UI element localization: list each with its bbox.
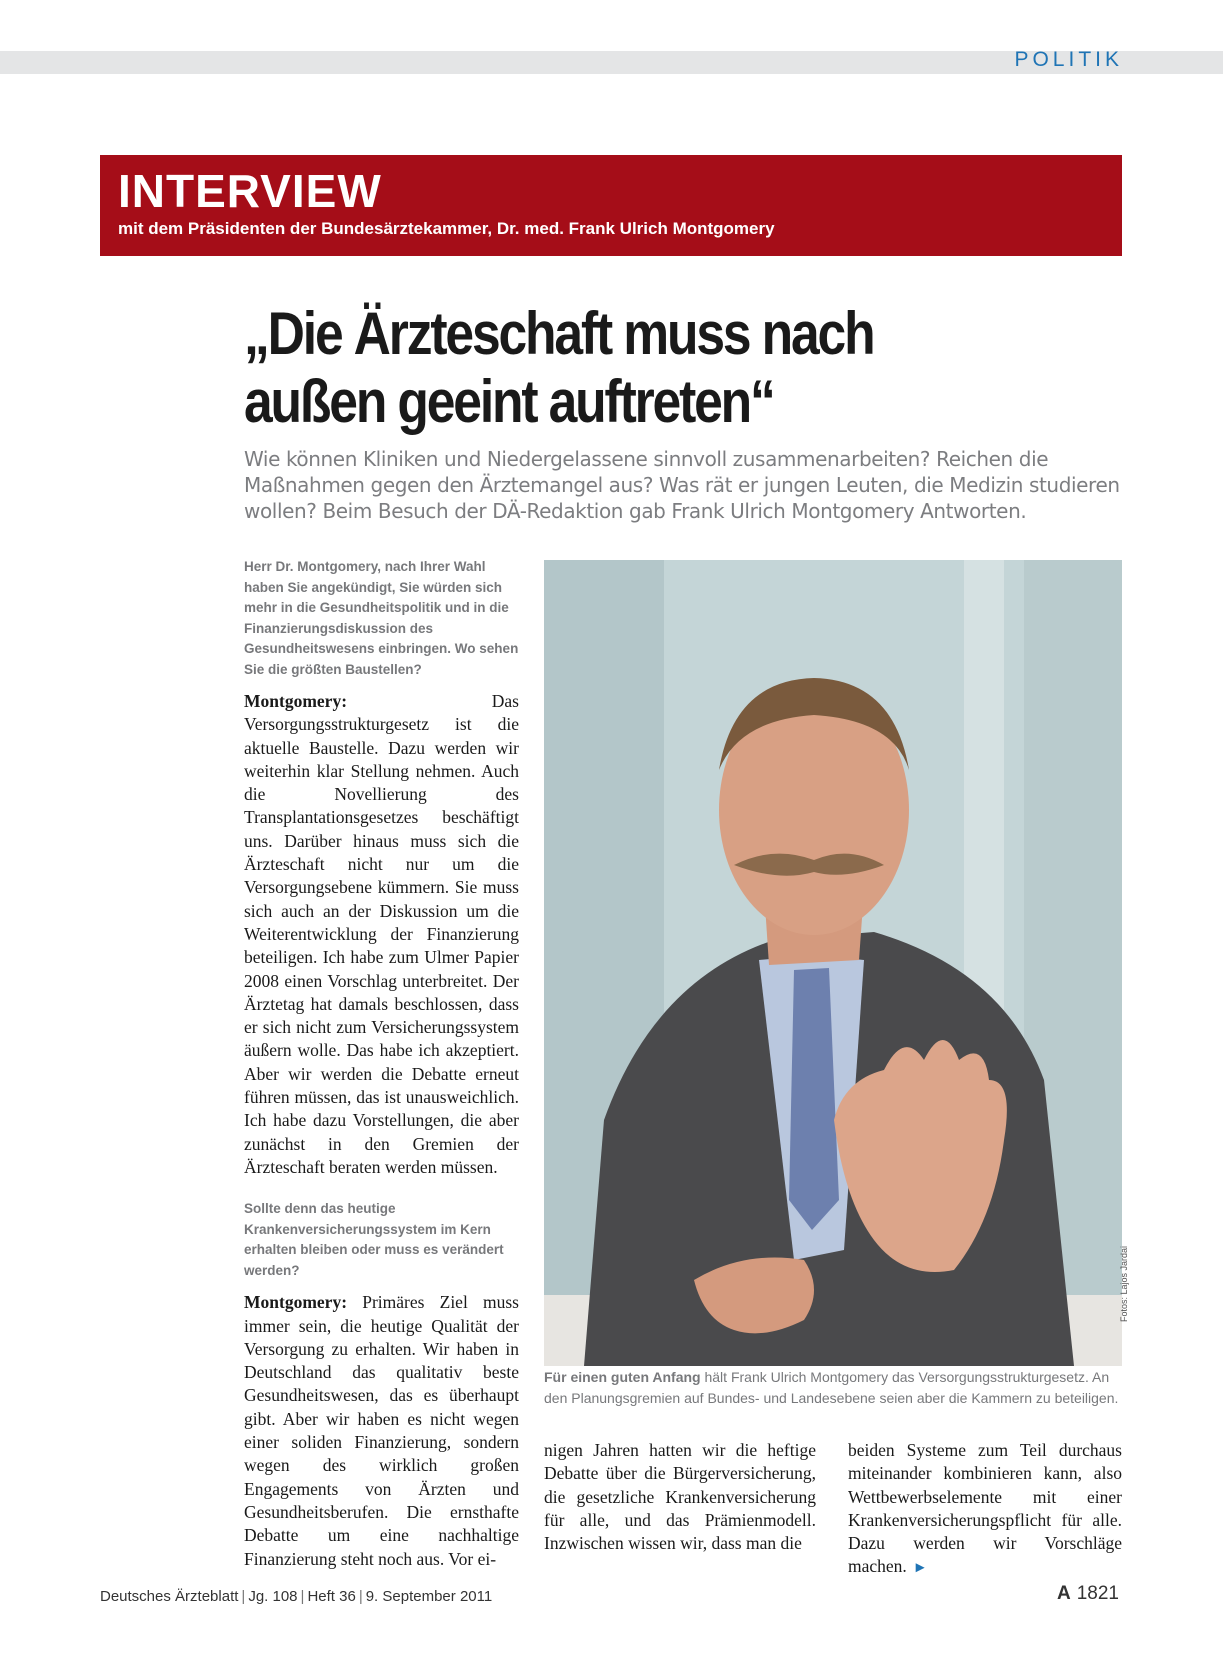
column-right — [848, 1439, 1122, 1581]
answer-2-text: Primäres Ziel muss immer sein, die heutige Qualität der Versorgung zu erhalten. Wir haben in Deutschland das qualitativ beste Gesundheitswesen, das es überhaupt gibt. Aber wir haben es nicht wegen einer soliden Finanzierung, sondern wegen des wirklich großen Engagements von Ärzten und Gesundheitsberufen. Die ernsthafte Debatte um eine nachhaltige Finanzierung steht noch aus. Vor ei- — [244, 1292, 519, 1569]
page-prefix: A — [1056, 1583, 1071, 1604]
banner-title: INTERVIEW — [118, 165, 382, 217]
question-1: Herr Dr. Montgomery, nach Ihrer Wahl haben Sie angekündigt, Sie würden sich mehr in die Gesundheitspolitik und in die Finanzierungsdiskussion des Gesundheitswesens einbringen. Wo sehen Sie die größten Baustellen? — [244, 559, 519, 677]
answer-2-speaker: Montgomery: — [244, 1292, 348, 1313]
answer-1 — [244, 690, 519, 1179]
footer-citation: Deutsches Ärzteblatt | Jg. 108 | Heft 36 | 9. September 2011 — [100, 1588, 493, 1605]
headline-line-2: außen geeint auftreten“ — [244, 368, 774, 435]
footer-issue: Heft 36 — [307, 1588, 356, 1605]
footer-date: 9. September 2011 — [365, 1588, 493, 1605]
footer-volume: Jg. 108 — [248, 1588, 298, 1605]
question-2: Sollte denn das heutige Krankenversicherungssystem im Kern erhalten bleiben oder muss es verändert werden? — [244, 1201, 504, 1278]
caption-text: hält Frank Ulrich Montgomery das Versorgungsstrukturgesetz. An den Planungsgremien auf Bundes- und Landesebene seien aber die Kammern zu beteiligen. — [544, 1369, 1119, 1406]
photo-caption — [544, 1367, 1124, 1409]
footer-journal: Deutsches Ärzteblatt — [100, 1588, 239, 1605]
caption-lead: Für einen guten Anfang — [544, 1369, 701, 1385]
section-label: POLITIK — [1014, 48, 1123, 71]
answer-1-speaker: Montgomery: — [244, 691, 348, 711]
page-number-value: 1821 — [1076, 1583, 1119, 1604]
article-headline — [244, 300, 1001, 436]
portrait-photo — [544, 560, 1122, 1366]
headline-line-1: „Die Ärzteschaft muss nach — [244, 300, 874, 367]
continuation-right — [848, 1439, 1122, 1581]
banner-subtitle: mit dem Präsidenten der Bundesärztekammer, Dr. med. Frank Ulrich Montgomery — [118, 219, 775, 238]
photo-credit: Fotos: Lajos Jardai — [1119, 1245, 1129, 1322]
continue-arrow-icon: ► — [912, 1560, 928, 1577]
article-lead: Wie können Kliniken und Niedergelassene sinnvoll zusammenarbeiten? Reichen die Maßnahmen gegen den Ärztemangel aus? Was rät er jungen Leuten, die Medizin studieren wollen? Beim Besuch der DÄ-Redaktion gab Frank Ulrich Montgomery Antworten. — [244, 447, 1120, 523]
continuation-right-text: beiden Systeme zum Teil durchaus miteinander kombinieren kann, also Wettbewerbselemente mit einer Krankenversicherungspflicht für alle. Dazu werden wir Vorschläge machen. — [848, 1440, 1122, 1577]
page-number — [1057, 1583, 1119, 1605]
portrait-illustration — [544, 560, 1122, 1366]
column-left — [244, 557, 519, 1571]
continuation-middle: nigen Jahren hatten wir die heftige Debatte über die Bürgerversicherung, die gesetzliche Krankenversicherung für alle, und das Prämienmodell. Inzwischen wissen wir, dass man die — [544, 1440, 816, 1554]
answer-1-text: Das Versorgungsstrukturgesetz ist die aktuelle Baustelle. Dazu werden wir weiterhin klar Stellung nehmen. Auch die Novellierung des Transplantationsgesetzes beschäftigt uns. Darüber hinaus muss sich die Ärzteschaft nicht nur um die Versorgungsebene kümmern. Sie muss sich auch an der Diskussion um die Weiterentwicklung der Finanzierung beteiligen. Ich habe zum Ulmer Papier 2008 einen Vorschlag unterbreitet. Der Ärztetag hat damals beschlossen, dass er sich nicht zum Versicherungssystem äußern wolle. Das habe ich akzeptiert. Aber wir werden die Debatte erneut führen müssen, das ist unausweichlich. Ich habe dazu Vorstellungen, die aber zunächst in den Gremien der Ärzteschaft beraten werden müssen. — [244, 691, 519, 1177]
column-middle — [544, 1439, 816, 1555]
interview-banner — [100, 155, 1122, 256]
answer-2 — [244, 1291, 519, 1571]
